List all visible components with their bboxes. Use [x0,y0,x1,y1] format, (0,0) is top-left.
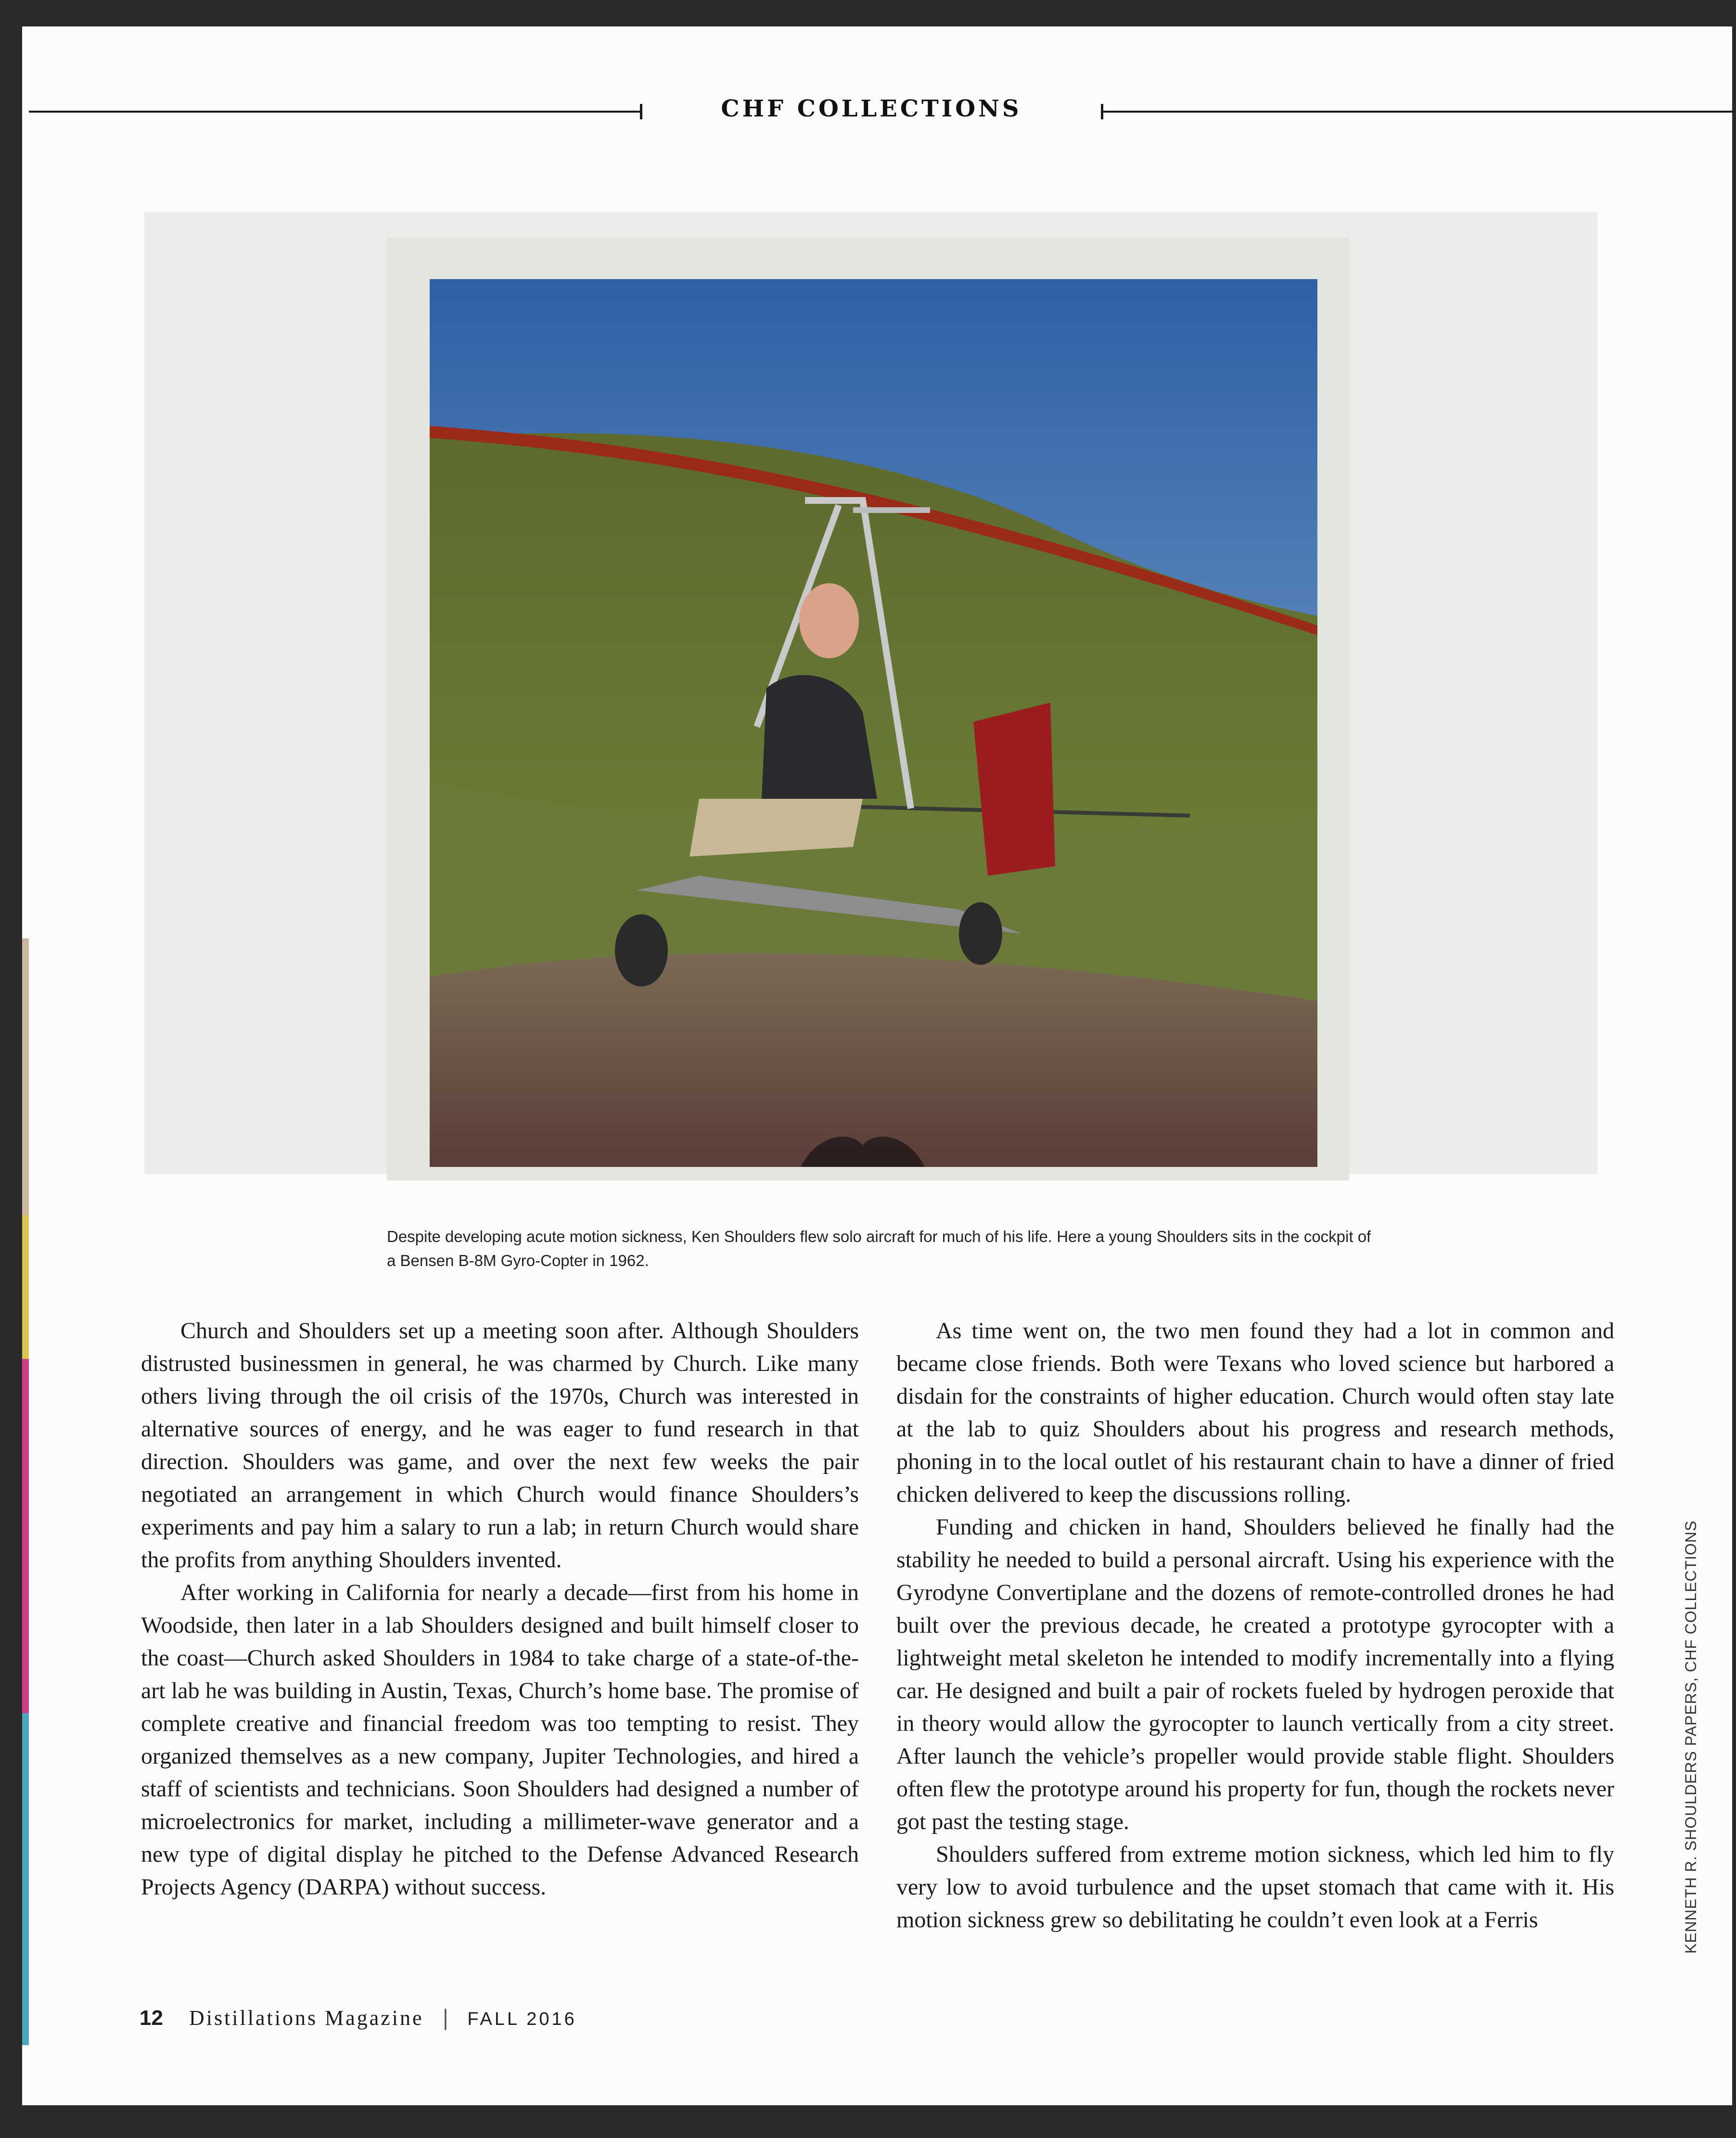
header-rule-left [29,111,640,113]
article-paragraph: Funding and chicken in hand, Shoulders believed he finally had the stability he needed to build a personal aircraft. Using his experience with the Gyrodyne Convertiplane and the dozens of remote-controlled drones he had built over the previous decade, he created a prototype gyrocopter with a lightweight metal skeleton he intended to modify incrementally into a flying car. He designed and built a pair of rockets fueled by hydrogen peroxide that in theory would allow the gyrocopter to launch vertically from a city street. After launch the vehicle’s propeller would provide stable flight. Shoulders often flew the prototype around his property for fun, though the rockets never got past the testing stage. [896,1514,1614,1834]
article-paragraph: Shoulders suffered from extreme motion sickness, which led him to fly very low to avoid turbulence and the upset stomach that came with it. His motion sickness grew so debilitating he couldn’t even look at a Ferris [896,1842,1614,1933]
photo-credit: KENNETH R. SHOULDERS PAPERS, CHF COLLECTIONS [1682,1520,1699,1954]
issue-label: FALL 2016 [467,2009,577,2029]
article-paragraph: Church and Shoulders set up a meeting soon after. Although Shoulders distrusted businessmen in general, he was charmed by Church. Like many others living through the oil crisis of the 1970s, Church was interested in alternative sources of energy, and he was eager to fund research in that direction. Shoulders was game, and over the next few weeks the pair negotiated an arrangement in which Church would finance Shoulders’s experiments and pay him a salary to run a lab; in return Church would share the profits from anything Shoulders invented. [141,1318,859,1573]
photo-caption: Despite developing acute motion sickness, Ken Shoulders flew solo aircraft for much of his life. Here a young Shoulders sits in the cockpit of a Bensen B-8M Gyro-Copter in 1962. [387,1228,1371,1269]
article-column-right [896,1315,1614,1936]
article-column-left [141,1315,859,1904]
page-edge-color-strip [22,938,29,2045]
page-number: 12 [140,2006,163,2030]
header-rule-left-tick [640,104,642,119]
article-paragraph: As time went on, the two men found they had a lot in common and became close friends. Both were Texans who loved science but harbored a disdain for the constraints of higher education. Church would often stay late at the lab to quiz Shoulders about his progress and research methods, phoning in to the local outlet of his restaurant chain to have a dinner of fried chicken delivered to keep the discussions rolling. [896,1318,1614,1507]
gyrocopter-photo [430,279,1317,1167]
header-rule-right [1103,111,1734,113]
article-paragraph: After working in California for nearly a decade—first from his home in Woodside, then later in a lab Shoulders designed and built himself closer to the coast—Church asked Shoulders in 1984 to take charge of a state-of-the-art lab he was building in Austin, Texas, Church’s home base. The promise of complete creative and financial freedom was too tempting to resist. They organized themselves as a new company, Jupiter Technologies, and hired a staff of scientists and technicians. Soon Shoulders had designed a number of microelectronics for market, including a millimeter-wave generator and a new type of digital display he pitched to the Defense Advanced Research Projects Agency (DARPA) without success. [141,1580,859,1900]
section-title: CHF COLLECTIONS [721,95,1022,122]
footer-separator: | [442,2006,449,2030]
page-footer [140,2006,577,2039]
magazine-name: Distillations Magazine [189,2006,424,2030]
